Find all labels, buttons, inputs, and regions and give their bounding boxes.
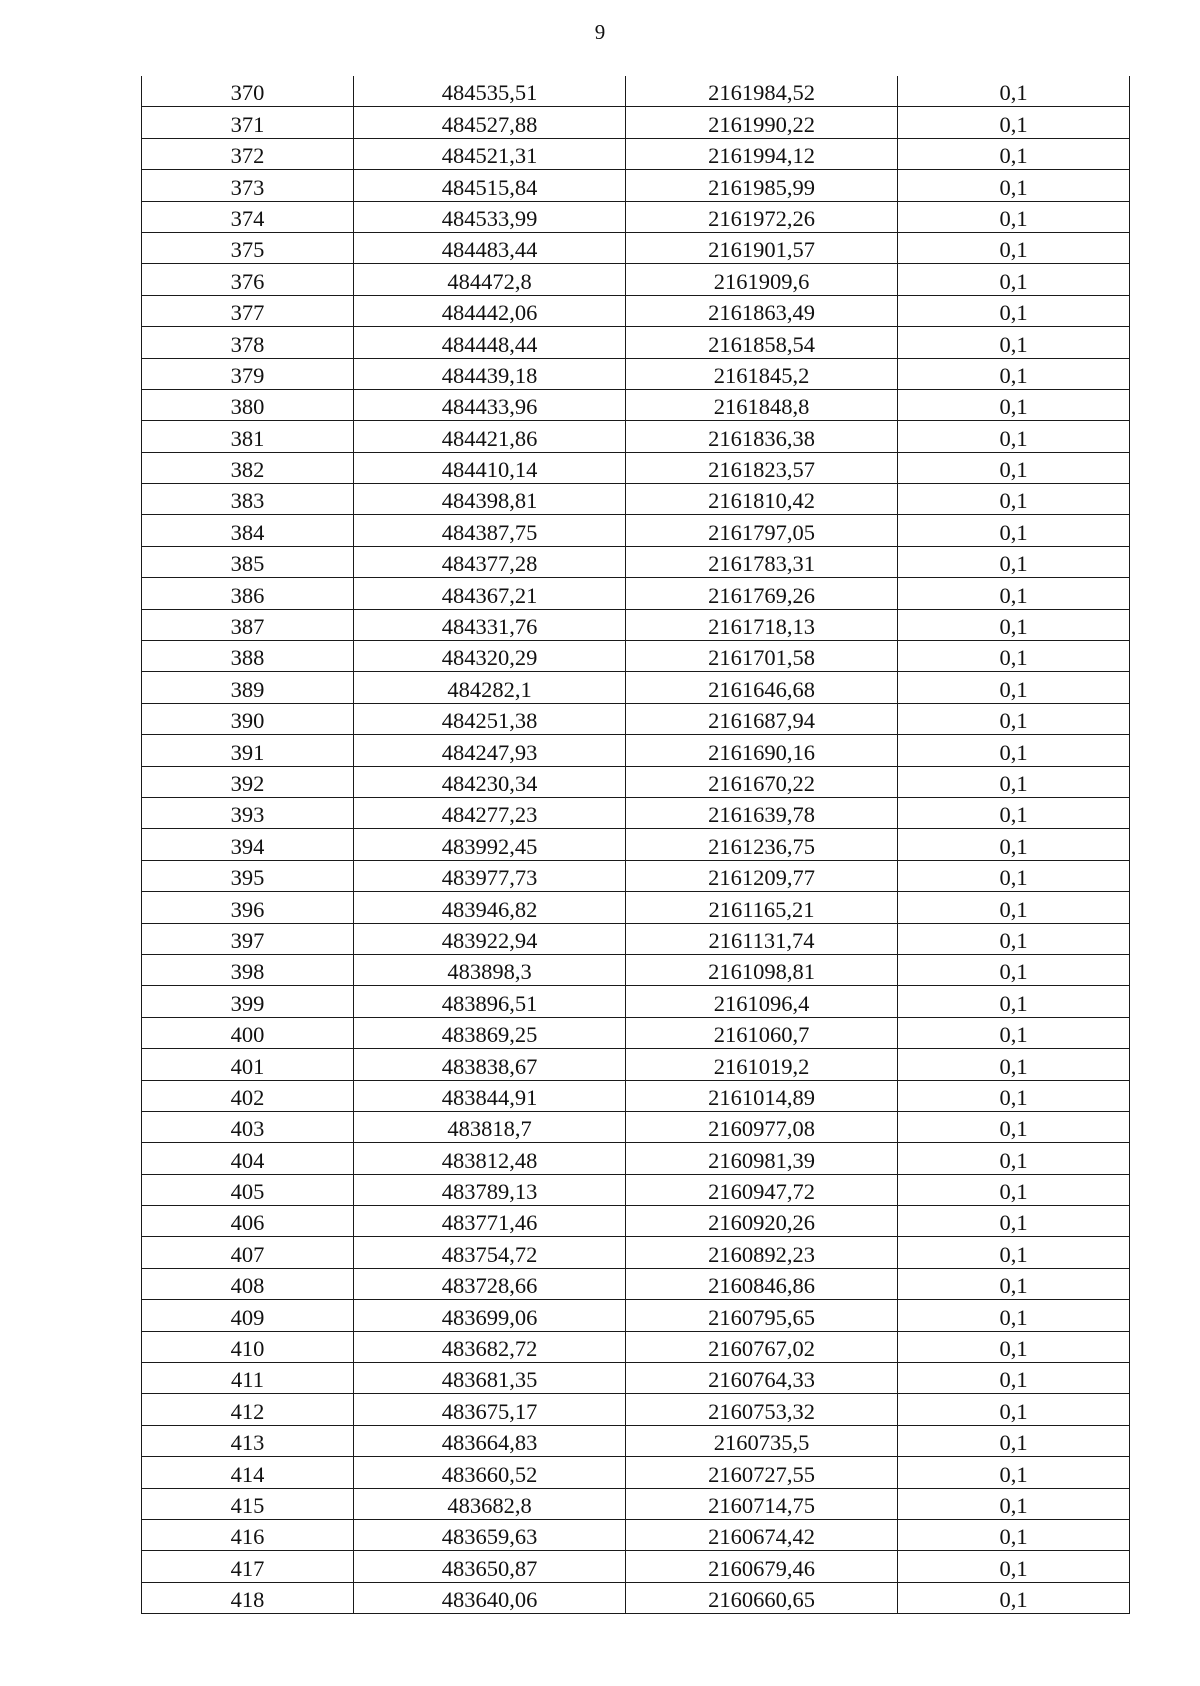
accuracy-cell: 0,1 [898,892,1130,923]
point-number-cell: 396 [142,892,354,923]
point-number-cell: 391 [142,735,354,766]
accuracy-cell: 0,1 [898,546,1130,577]
accuracy-cell: 0,1 [898,1551,1130,1582]
y-coordinate-cell: 2161845,2 [626,358,898,389]
y-coordinate-cell: 2161810,42 [626,484,898,515]
table-row [142,703,1130,734]
accuracy-cell: 0,1 [898,515,1130,546]
y-coordinate-cell: 2161646,68 [626,672,898,703]
accuracy-cell: 0,1 [898,264,1130,295]
accuracy-cell: 0,1 [898,986,1130,1017]
x-coordinate-cell: 484398,81 [354,484,626,515]
y-coordinate-cell: 2161060,7 [626,1017,898,1048]
x-coordinate-cell: 484448,44 [354,327,626,358]
x-coordinate-cell: 483675,17 [354,1394,626,1425]
y-coordinate-cell: 2161858,54 [626,327,898,358]
x-coordinate-cell: 484533,99 [354,201,626,232]
x-coordinate-cell: 484282,1 [354,672,626,703]
point-number-cell: 395 [142,860,354,891]
accuracy-cell: 0,1 [898,232,1130,263]
x-coordinate-cell: 484387,75 [354,515,626,546]
table-row [142,578,1130,609]
y-coordinate-cell: 2161990,22 [626,107,898,138]
table-row [142,609,1130,640]
y-coordinate-cell: 2160735,5 [626,1425,898,1456]
x-coordinate-cell: 483869,25 [354,1017,626,1048]
point-number-cell: 408 [142,1268,354,1299]
x-coordinate-cell: 483896,51 [354,986,626,1017]
y-coordinate-cell: 2161985,99 [626,170,898,201]
table-row [142,735,1130,766]
point-number-cell: 373 [142,170,354,201]
x-coordinate-cell: 484515,84 [354,170,626,201]
table-row [142,1331,1130,1362]
table-row [142,1425,1130,1456]
point-number-cell: 376 [142,264,354,295]
x-coordinate-cell: 484521,31 [354,138,626,169]
point-number-cell: 401 [142,1049,354,1080]
y-coordinate-cell: 2161236,75 [626,829,898,860]
accuracy-cell: 0,1 [898,578,1130,609]
y-coordinate-cell: 2161901,57 [626,232,898,263]
table-row [142,452,1130,483]
point-number-cell: 404 [142,1143,354,1174]
table-row [142,923,1130,954]
x-coordinate-cell: 483838,67 [354,1049,626,1080]
point-number-cell: 399 [142,986,354,1017]
accuracy-cell: 0,1 [898,1174,1130,1205]
page-number: 9 [594,20,606,44]
table-row [142,1111,1130,1142]
table-row [142,986,1130,1017]
point-number-cell: 379 [142,358,354,389]
table-row [142,641,1130,672]
x-coordinate-cell: 484433,96 [354,389,626,420]
point-number-cell: 418 [142,1582,354,1613]
accuracy-cell: 0,1 [898,107,1130,138]
y-coordinate-cell: 2160892,23 [626,1237,898,1268]
table-row [142,170,1130,201]
table-row [142,264,1130,295]
point-number-cell: 384 [142,515,354,546]
table-row [142,107,1130,138]
y-coordinate-cell: 2160727,55 [626,1457,898,1488]
y-coordinate-cell: 2161687,94 [626,703,898,734]
table-row [142,389,1130,420]
accuracy-cell: 0,1 [898,138,1130,169]
table-row [142,1143,1130,1174]
point-number-cell: 393 [142,797,354,828]
accuracy-cell: 0,1 [898,1394,1130,1425]
accuracy-cell: 0,1 [898,672,1130,703]
point-number-cell: 378 [142,327,354,358]
y-coordinate-cell: 2161848,8 [626,389,898,420]
accuracy-cell: 0,1 [898,1237,1130,1268]
point-number-cell: 370 [142,76,354,107]
point-number-cell: 411 [142,1363,354,1394]
x-coordinate-cell: 483977,73 [354,860,626,891]
accuracy-cell: 0,1 [898,703,1130,734]
y-coordinate-cell: 2161718,13 [626,609,898,640]
table-row [142,515,1130,546]
point-number-cell: 382 [142,452,354,483]
y-coordinate-cell: 2161098,81 [626,954,898,985]
accuracy-cell: 0,1 [898,389,1130,420]
y-coordinate-cell: 2160846,86 [626,1268,898,1299]
table-row [142,892,1130,923]
y-coordinate-cell: 2160714,75 [626,1488,898,1519]
table-row [142,1363,1130,1394]
point-number-cell: 387 [142,609,354,640]
x-coordinate-cell: 483789,13 [354,1174,626,1205]
accuracy-cell: 0,1 [898,923,1130,954]
accuracy-cell: 0,1 [898,1049,1130,1080]
x-coordinate-cell: 484410,14 [354,452,626,483]
point-number-cell: 412 [142,1394,354,1425]
table-row [142,1551,1130,1582]
accuracy-cell: 0,1 [898,76,1130,107]
table-row [142,484,1130,515]
point-number-cell: 381 [142,421,354,452]
table-row [142,421,1130,452]
y-coordinate-cell: 2160977,08 [626,1111,898,1142]
accuracy-cell: 0,1 [898,421,1130,452]
point-number-cell: 388 [142,641,354,672]
point-number-cell: 394 [142,829,354,860]
table-row [142,358,1130,389]
x-coordinate-cell: 484277,23 [354,797,626,828]
point-number-cell: 385 [142,546,354,577]
y-coordinate-cell: 2161014,89 [626,1080,898,1111]
table-row [142,232,1130,263]
point-number-cell: 406 [142,1206,354,1237]
x-coordinate-cell: 483818,7 [354,1111,626,1142]
x-coordinate-cell: 484247,93 [354,735,626,766]
y-coordinate-cell: 2161209,77 [626,860,898,891]
point-number-cell: 410 [142,1331,354,1362]
table-row [142,1237,1130,1268]
x-coordinate-cell: 483728,66 [354,1268,626,1299]
y-coordinate-cell: 2161797,05 [626,515,898,546]
point-number-cell: 398 [142,954,354,985]
y-coordinate-cell: 2160674,42 [626,1519,898,1550]
accuracy-cell: 0,1 [898,641,1130,672]
y-coordinate-cell: 2160679,46 [626,1551,898,1582]
y-coordinate-cell: 2161783,31 [626,546,898,577]
y-coordinate-cell: 2160767,02 [626,1331,898,1362]
accuracy-cell: 0,1 [898,358,1130,389]
x-coordinate-cell: 483681,35 [354,1363,626,1394]
point-number-cell: 390 [142,703,354,734]
accuracy-cell: 0,1 [898,860,1130,891]
accuracy-cell: 0,1 [898,1268,1130,1299]
x-coordinate-cell: 483922,94 [354,923,626,954]
table-row [142,1206,1130,1237]
point-number-cell: 417 [142,1551,354,1582]
y-coordinate-cell: 2160981,39 [626,1143,898,1174]
accuracy-cell: 0,1 [898,1143,1130,1174]
x-coordinate-cell: 483682,8 [354,1488,626,1519]
x-coordinate-cell: 483754,72 [354,1237,626,1268]
accuracy-cell: 0,1 [898,295,1130,326]
x-coordinate-cell: 484377,28 [354,546,626,577]
x-coordinate-cell: 483844,91 [354,1080,626,1111]
coordinates-table [141,76,1130,1614]
accuracy-cell: 0,1 [898,1582,1130,1613]
point-number-cell: 383 [142,484,354,515]
table-row [142,860,1130,891]
coordinates-table-body [142,76,1130,1614]
x-coordinate-cell: 483659,63 [354,1519,626,1550]
y-coordinate-cell: 2160947,72 [626,1174,898,1205]
y-coordinate-cell: 2160920,26 [626,1206,898,1237]
table-row [142,1488,1130,1519]
table-row [142,1519,1130,1550]
x-coordinate-cell: 483664,83 [354,1425,626,1456]
y-coordinate-cell: 2161165,21 [626,892,898,923]
y-coordinate-cell: 2161769,26 [626,578,898,609]
table-row [142,797,1130,828]
table-row [142,1080,1130,1111]
point-number-cell: 389 [142,672,354,703]
point-number-cell: 400 [142,1017,354,1048]
accuracy-cell: 0,1 [898,1519,1130,1550]
point-number-cell: 415 [142,1488,354,1519]
y-coordinate-cell: 2161909,6 [626,264,898,295]
x-coordinate-cell: 484442,06 [354,295,626,326]
point-number-cell: 375 [142,232,354,263]
x-coordinate-cell: 484535,51 [354,76,626,107]
y-coordinate-cell: 2161836,38 [626,421,898,452]
x-coordinate-cell: 483660,52 [354,1457,626,1488]
accuracy-cell: 0,1 [898,766,1130,797]
table-row [142,1049,1130,1080]
table-row [142,672,1130,703]
table-row [142,829,1130,860]
y-coordinate-cell: 2161972,26 [626,201,898,232]
y-coordinate-cell: 2161131,74 [626,923,898,954]
y-coordinate-cell: 2161994,12 [626,138,898,169]
accuracy-cell: 0,1 [898,1111,1130,1142]
table-row [142,138,1130,169]
accuracy-cell: 0,1 [898,1457,1130,1488]
point-number-cell: 397 [142,923,354,954]
accuracy-cell: 0,1 [898,452,1130,483]
accuracy-cell: 0,1 [898,1488,1130,1519]
x-coordinate-cell: 483992,45 [354,829,626,860]
table-row [142,1457,1130,1488]
y-coordinate-cell: 2161863,49 [626,295,898,326]
accuracy-cell: 0,1 [898,829,1130,860]
table-row [142,201,1130,232]
point-number-cell: 371 [142,107,354,138]
accuracy-cell: 0,1 [898,327,1130,358]
x-coordinate-cell: 483771,46 [354,1206,626,1237]
x-coordinate-cell: 484421,86 [354,421,626,452]
accuracy-cell: 0,1 [898,735,1130,766]
point-number-cell: 380 [142,389,354,420]
point-number-cell: 372 [142,138,354,169]
y-coordinate-cell: 2161639,78 [626,797,898,828]
y-coordinate-cell: 2161096,4 [626,986,898,1017]
point-number-cell: 405 [142,1174,354,1205]
table-row [142,1582,1130,1613]
accuracy-cell: 0,1 [898,954,1130,985]
y-coordinate-cell: 2161701,58 [626,641,898,672]
y-coordinate-cell: 2161984,52 [626,76,898,107]
point-number-cell: 402 [142,1080,354,1111]
point-number-cell: 409 [142,1300,354,1331]
accuracy-cell: 0,1 [898,1017,1130,1048]
point-number-cell: 413 [142,1425,354,1456]
x-coordinate-cell: 483650,87 [354,1551,626,1582]
accuracy-cell: 0,1 [898,1206,1130,1237]
accuracy-cell: 0,1 [898,484,1130,515]
accuracy-cell: 0,1 [898,1331,1130,1362]
accuracy-cell: 0,1 [898,201,1130,232]
x-coordinate-cell: 483812,48 [354,1143,626,1174]
accuracy-cell: 0,1 [898,1425,1130,1456]
accuracy-cell: 0,1 [898,797,1130,828]
x-coordinate-cell: 484320,29 [354,641,626,672]
x-coordinate-cell: 484331,76 [354,609,626,640]
x-coordinate-cell: 484251,38 [354,703,626,734]
accuracy-cell: 0,1 [898,1300,1130,1331]
table-row [142,327,1130,358]
x-coordinate-cell: 483898,3 [354,954,626,985]
x-coordinate-cell: 484472,8 [354,264,626,295]
point-number-cell: 386 [142,578,354,609]
point-number-cell: 374 [142,201,354,232]
point-number-cell: 407 [142,1237,354,1268]
point-number-cell: 392 [142,766,354,797]
x-coordinate-cell: 484230,34 [354,766,626,797]
y-coordinate-cell: 2161690,16 [626,735,898,766]
table-row [142,954,1130,985]
x-coordinate-cell: 484439,18 [354,358,626,389]
x-coordinate-cell: 483640,06 [354,1582,626,1613]
point-number-cell: 414 [142,1457,354,1488]
x-coordinate-cell: 484527,88 [354,107,626,138]
table-row [142,76,1130,107]
x-coordinate-cell: 484367,21 [354,578,626,609]
table-row [142,546,1130,577]
y-coordinate-cell: 2160764,33 [626,1363,898,1394]
point-number-cell: 416 [142,1519,354,1550]
y-coordinate-cell: 2161019,2 [626,1049,898,1080]
point-number-cell: 377 [142,295,354,326]
y-coordinate-cell: 2160660,65 [626,1582,898,1613]
table-row [142,295,1130,326]
accuracy-cell: 0,1 [898,609,1130,640]
table-row [142,766,1130,797]
accuracy-cell: 0,1 [898,1363,1130,1394]
x-coordinate-cell: 483946,82 [354,892,626,923]
accuracy-cell: 0,1 [898,170,1130,201]
table-row [142,1300,1130,1331]
x-coordinate-cell: 483682,72 [354,1331,626,1362]
y-coordinate-cell: 2160795,65 [626,1300,898,1331]
y-coordinate-cell: 2160753,32 [626,1394,898,1425]
table-row [142,1017,1130,1048]
accuracy-cell: 0,1 [898,1080,1130,1111]
y-coordinate-cell: 2161670,22 [626,766,898,797]
point-number-cell: 403 [142,1111,354,1142]
y-coordinate-cell: 2161823,57 [626,452,898,483]
table-row [142,1174,1130,1205]
x-coordinate-cell: 483699,06 [354,1300,626,1331]
x-coordinate-cell: 484483,44 [354,232,626,263]
table-row [142,1394,1130,1425]
table-row [142,1268,1130,1299]
